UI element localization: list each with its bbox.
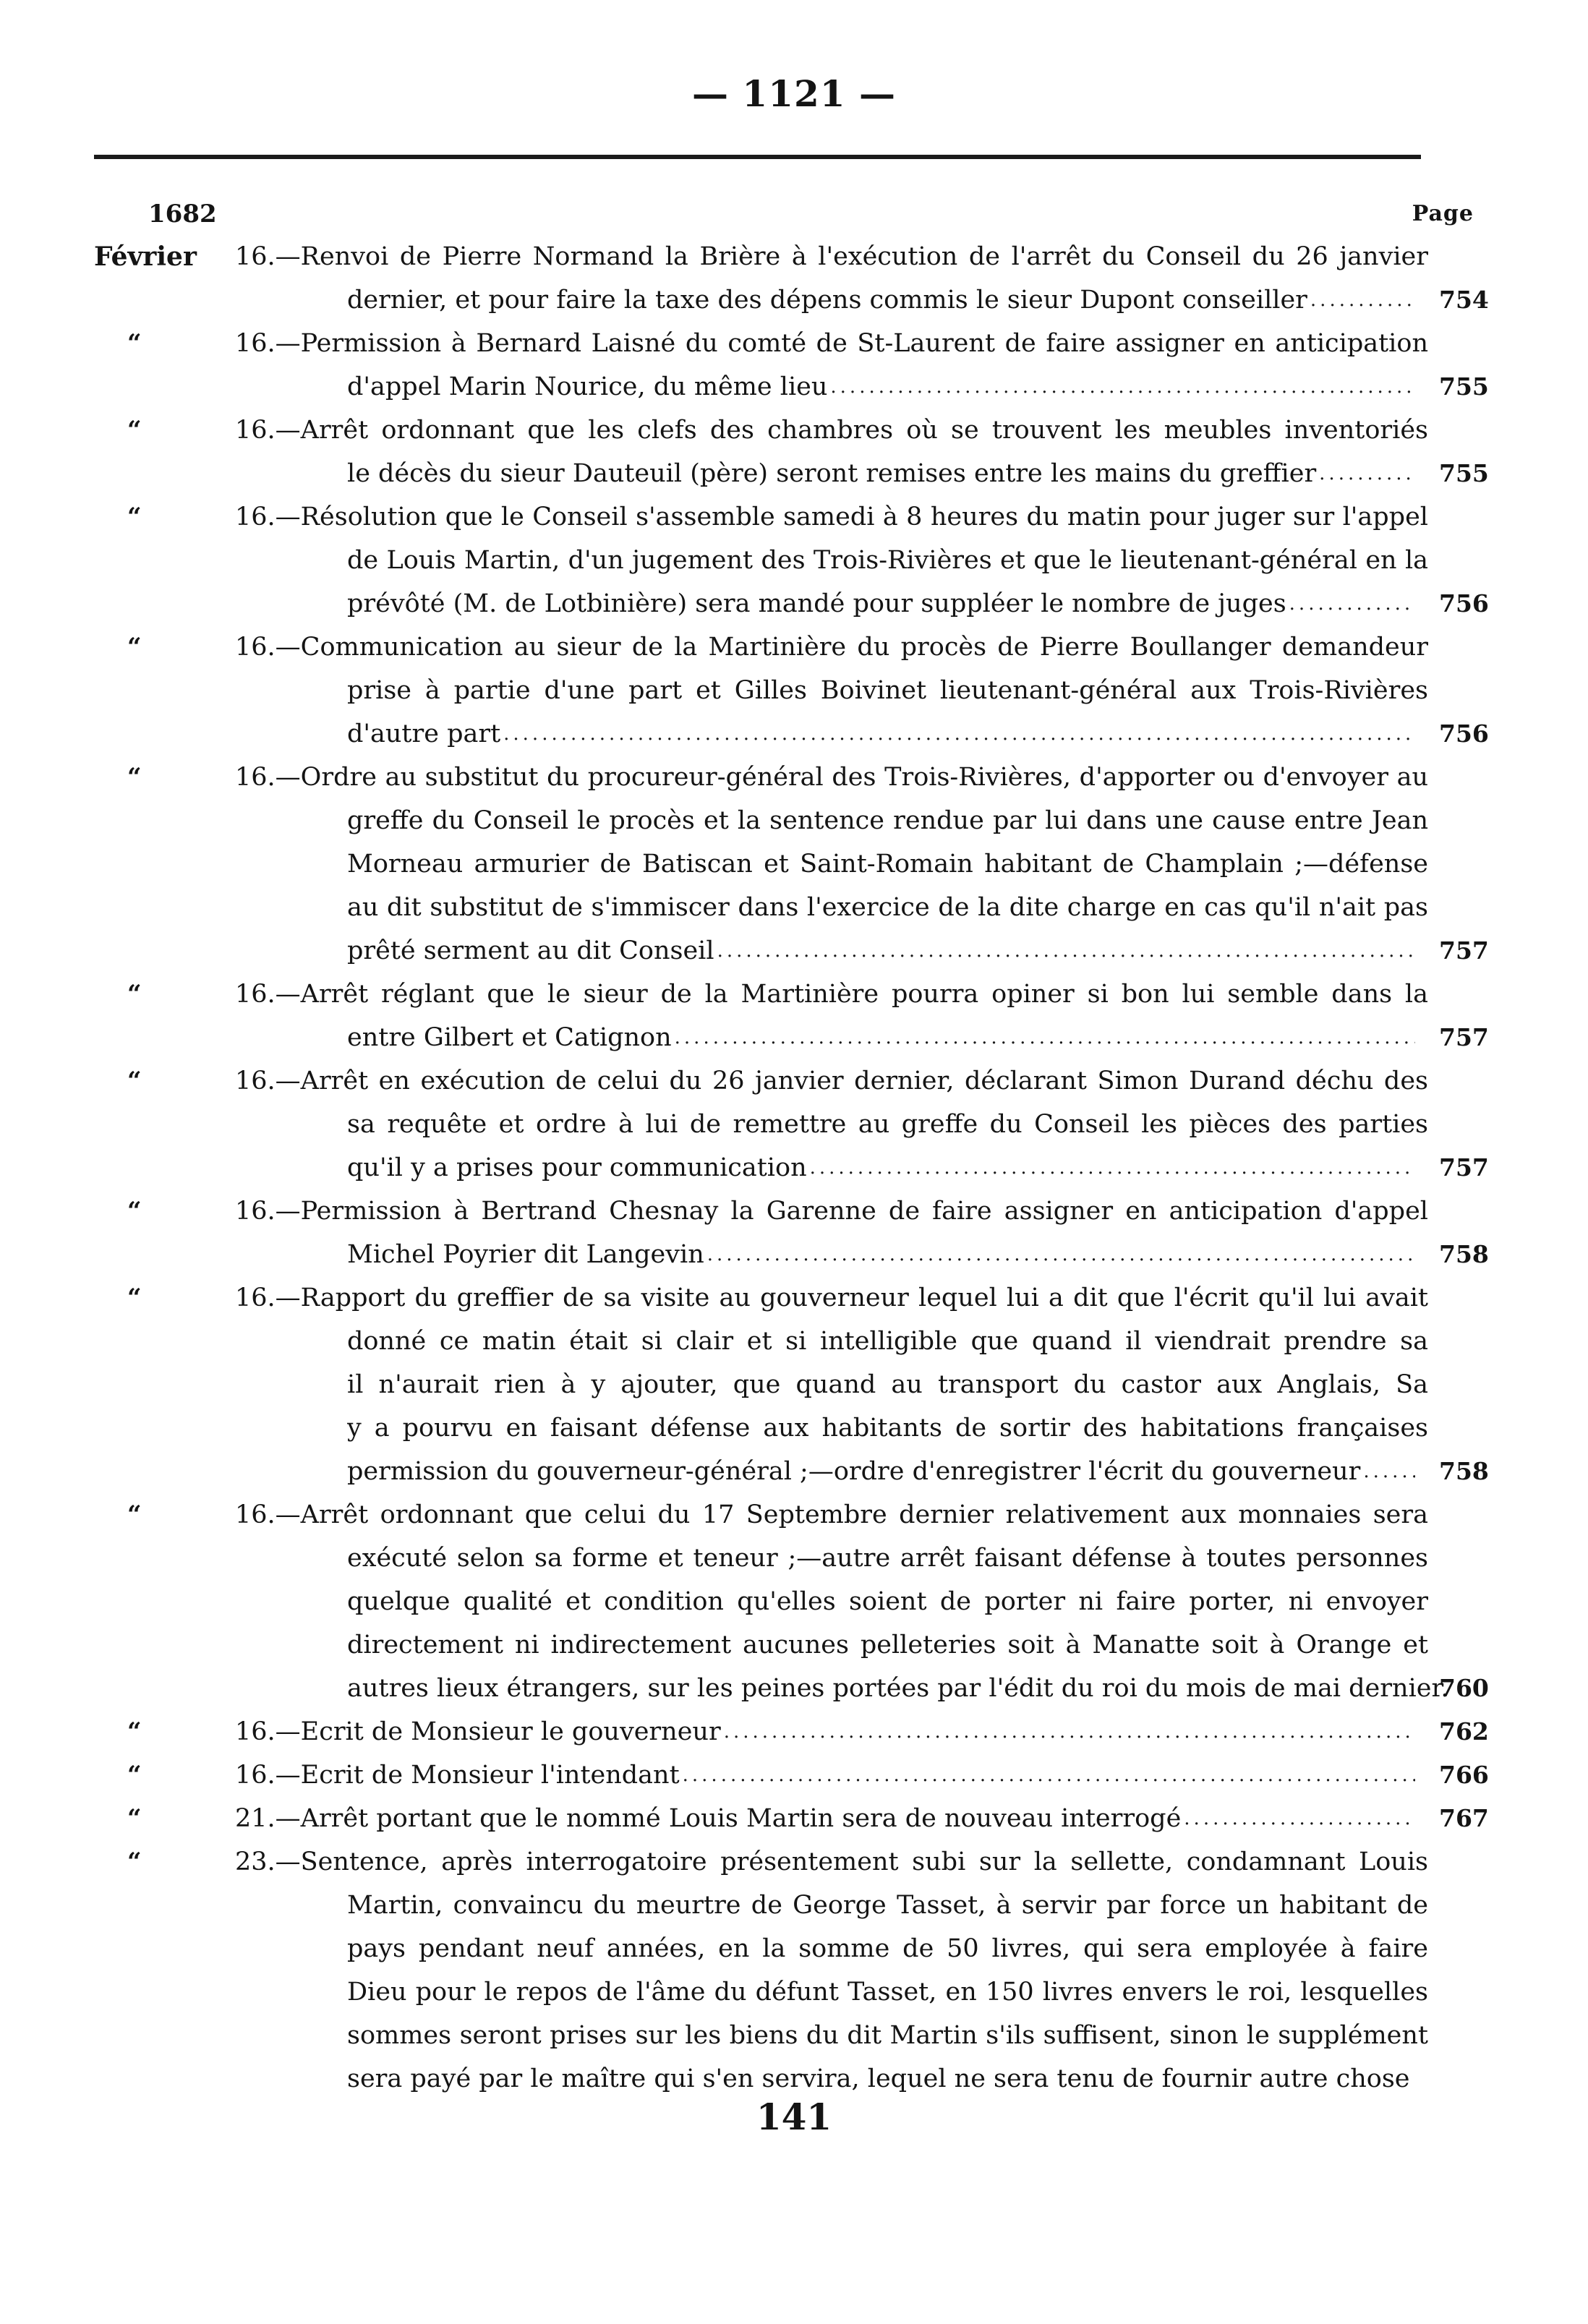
dot-leader — [1289, 582, 1415, 625]
entry-line — [347, 1016, 1428, 1059]
index-entry — [0, 1840, 1588, 2101]
entry-line — [347, 2014, 1428, 2057]
ditto-mark: “ — [127, 416, 142, 445]
index-entry — [0, 1276, 1588, 1493]
entry-line — [347, 929, 1428, 973]
entry-line — [347, 1363, 1428, 1406]
page-reference: 757 — [1439, 1023, 1489, 1051]
dot-leader — [724, 1710, 1415, 1753]
entry-line-text: d'appel Marin Nourice, du même lieu — [347, 372, 828, 401]
entry-line-text: autres lieux étrangers, sur les peines portées par l'édit du roi du mois de mai dernier. — [347, 1674, 1449, 1703]
ditto-mark: “ — [127, 503, 142, 531]
ditto-mark: “ — [127, 1804, 142, 1833]
index-entry — [0, 495, 1588, 625]
entry-line — [347, 2057, 1428, 2101]
ditto-mark: “ — [127, 1847, 142, 1876]
ditto-mark: “ — [127, 329, 142, 358]
entry-line — [235, 1710, 1428, 1753]
entry-line-text: il n'aurait rien à y ajouter, que quand au transport du castor aux Anglais, Sa — [347, 1370, 1428, 1399]
ditto-mark: “ — [127, 763, 142, 792]
page-reference: 756 — [1439, 589, 1489, 618]
index-entry — [0, 235, 1588, 322]
entry-line-text: 16.—Arrêt en exécution de celui du 26 janvier dernier, déclarant Simon Durand déchu des — [235, 1067, 1428, 1095]
entry-line — [235, 1797, 1428, 1840]
entry-text — [235, 1753, 1428, 1797]
entry-line-text: directement ni indirectement aucunes pelleteries soit à Manatte soit à Orange et — [347, 1631, 1428, 1659]
entry-line-text: prise à partie d'une part et Gilles Boivinet lieutenant-général aux Trois-Rivières — [347, 676, 1428, 705]
entry-line-text: 16.—Arrêt ordonnant que celui du 17 Septembre dernier relativement aux monnaies sera — [235, 1500, 1428, 1529]
ditto-mark: “ — [127, 1500, 142, 1529]
entry-text — [235, 409, 1428, 495]
entry-text — [235, 1493, 1449, 1710]
entry-line-text: y a pourvu en faisant défense aux habitants de sortir des habitations françaises — [347, 1414, 1428, 1443]
dot-leader — [830, 365, 1415, 409]
entry-line-text: pays pendant neuf années, en la somme de 50 livres, qui sera employée à faire — [347, 1934, 1428, 1963]
entry-line-text: 16.—Ordre au substitut du procureur-général des Trois-Rivières, d'apporter ou d'envoyer au — [235, 763, 1428, 792]
entry-line-text: sommes seront prises sur les biens du dit Martin s'ils suffisent, sinon le supplément — [347, 2021, 1428, 2050]
entry-line — [235, 1059, 1428, 1103]
entry-line-text: 16.—Communication au sieur de la Martinière du procès de Pierre Boullanger demandeur — [235, 633, 1428, 662]
entry-text — [235, 1059, 1428, 1189]
entry-line-text: Martin, convaincu du meurtre de George Tasset, à servir par force un habitant de — [347, 1891, 1428, 1920]
page-reference: 756 — [1439, 719, 1489, 748]
entry-line — [235, 1493, 1428, 1537]
entry-line — [347, 582, 1428, 625]
ditto-mark: “ — [127, 1717, 142, 1746]
entry-line — [347, 1580, 1428, 1623]
entry-text — [235, 1797, 1428, 1840]
page-reference: 758 — [1439, 1457, 1489, 1485]
page-reference: 754 — [1439, 286, 1489, 314]
dot-leader — [1184, 1797, 1415, 1840]
page-reference: 755 — [1439, 372, 1489, 401]
header-rule — [94, 155, 1421, 159]
entry-line-text: sera payé par le maître qui s'en servira, lequel ne sera tenu de fournir autre chose — [347, 2064, 1410, 2093]
page-column-label: Page — [1412, 201, 1474, 226]
ditto-mark: “ — [127, 633, 142, 662]
entry-line-text: exécuté selon sa forme et teneur ;—autre arrêt faisant défense à toutes personnes — [347, 1544, 1428, 1573]
entry-text — [235, 1276, 1428, 1493]
entry-line-text: au dit substitut de s'immiscer dans l'exercice de la dite charge en cas qu'il n'ait pas — [347, 893, 1428, 922]
page-reference: 755 — [1439, 459, 1489, 487]
entry-line-text: permission du gouverneur-général ;—ordre d'enregistrer l'écrit du gouverneur — [347, 1457, 1361, 1486]
entry-line — [347, 1406, 1428, 1450]
entry-line — [235, 625, 1428, 669]
index-entry — [0, 1753, 1588, 1797]
entry-text — [235, 1840, 1428, 2101]
entry-line — [347, 1233, 1428, 1276]
dot-leader — [683, 1753, 1415, 1797]
entry-line-text: le décès du sieur Dauteuil (père) seront remises entre les mains du greffier — [347, 459, 1317, 488]
dot-leader — [1363, 1450, 1415, 1493]
entry-text — [235, 1189, 1428, 1276]
entry-line — [347, 539, 1428, 582]
entry-line-text: 21.—Arrêt portant que le nommé Louis Martin sera de nouveau interrogé — [235, 1804, 1182, 1833]
entry-text — [235, 235, 1428, 322]
index-entry — [0, 1710, 1588, 1753]
entry-text — [235, 495, 1428, 625]
entry-line — [347, 278, 1428, 322]
entry-text — [235, 756, 1428, 973]
index-entry — [0, 1189, 1588, 1276]
entry-line — [235, 235, 1428, 278]
entry-line-text: quelque qualité et condition qu'elles soient de porter ni faire porter, ni envoyer — [347, 1587, 1428, 1616]
entry-line — [347, 842, 1428, 886]
entry-month: Février — [94, 242, 197, 272]
entry-line — [347, 1146, 1428, 1189]
entry-line-text: dernier, et pour faire la taxe des dépens commis le sieur Dupont conseiller — [347, 286, 1307, 315]
entry-line-text: Morneau armurier de Batiscan et Saint-Romain habitant de Champlain ;—défense — [347, 850, 1428, 879]
entry-line — [347, 1970, 1428, 2014]
ditto-mark: “ — [127, 1067, 142, 1095]
entry-line-text: 16.—Résolution que le Conseil s'assemble samedi à 8 heures du matin pour juger sur l'appel — [235, 503, 1428, 531]
entry-line-text: 23.—Sentence, après interrogatoire présentement subi sur la sellette, condamnant Louis — [235, 1847, 1428, 1876]
page-reference: 767 — [1439, 1804, 1489, 1832]
entry-line-text: 16.—Permission à Bertrand Chesnay la Garenne de faire assigner en anticipation d'appel — [235, 1197, 1428, 1226]
entry-line — [347, 1450, 1428, 1493]
entry-line-text: Michel Poyrier dit Langevin — [347, 1240, 704, 1269]
entry-line-text: 16.—Arrêt réglant que le sieur de la Martinière pourra opiner si bon lui semble dans la — [235, 980, 1428, 1009]
entry-line — [347, 1927, 1428, 1970]
entry-line — [347, 1884, 1428, 1927]
entry-line — [347, 669, 1428, 712]
index-entry — [0, 756, 1588, 973]
index-entry — [0, 409, 1588, 495]
entry-line — [347, 1320, 1428, 1363]
entry-line — [235, 1276, 1428, 1320]
entry-line-text: greffe du Conseil le procès et la sentence rendue par lui dans une cause entre Jean — [347, 806, 1428, 835]
dot-leader — [675, 1016, 1415, 1059]
signature-mark: 141 — [756, 2096, 832, 2138]
entry-line — [347, 1667, 1449, 1710]
ditto-mark: “ — [127, 1283, 142, 1312]
page-reference: 757 — [1439, 1153, 1489, 1182]
entry-line — [235, 495, 1428, 539]
index-entry — [0, 625, 1588, 756]
index-entry — [0, 973, 1588, 1059]
entry-line — [235, 973, 1428, 1016]
entry-text — [235, 322, 1428, 409]
dot-leader — [707, 1233, 1415, 1276]
entry-line-text: 16.—Ecrit de Monsieur le gouverneur — [235, 1717, 721, 1746]
entry-line — [235, 1753, 1428, 1797]
entry-line-text: sa requête et ordre à lui de remettre au greffe du Conseil les pièces des parties — [347, 1110, 1428, 1139]
entry-line-text: 16.—Renvoi de Pierre Normand la Brière à l'exécution de l'arrêt du Conseil du 26 janvier — [235, 242, 1428, 271]
entry-line-text: de Louis Martin, d'un jugement des Trois-Rivières et que le lieutenant-général en la — [347, 546, 1428, 575]
entry-line-text: qu'il y a prises pour communication — [347, 1153, 807, 1182]
entry-line-text: Dieu pour le repos de l'âme du défunt Tasset, en 150 livres envers le roi, lesquelles — [347, 1978, 1428, 2007]
entry-text — [235, 625, 1428, 756]
entry-line — [347, 1103, 1428, 1146]
ditto-mark: “ — [127, 1761, 142, 1790]
entry-line-text: 16.—Permission à Bernard Laisné du comté de St-Laurent de faire assigner en anticipation — [235, 329, 1428, 358]
entry-line-text: prêté serment au dit Conseil — [347, 936, 714, 965]
entry-line — [347, 1623, 1428, 1667]
dot-leader — [1319, 452, 1415, 495]
entry-line — [235, 409, 1428, 452]
dot-leader — [717, 929, 1415, 973]
index-entry — [0, 1059, 1588, 1189]
index-entry — [0, 1493, 1588, 1710]
entry-line-text: 16.—Rapport du greffier de sa visite au gouverneur lequel lui a dit que l'écrit qu'il lui avait — [235, 1283, 1428, 1312]
index-entry — [0, 322, 1588, 409]
entry-line — [347, 712, 1428, 756]
page-reference: 758 — [1439, 1240, 1489, 1268]
entry-line-text: 16.—Ecrit de Monsieur l'intendant — [235, 1761, 680, 1790]
entry-line — [235, 756, 1428, 799]
entry-line — [347, 1537, 1428, 1580]
page-reference: 760 — [1439, 1674, 1489, 1702]
entry-line — [347, 452, 1428, 495]
ditto-mark: “ — [127, 980, 142, 1009]
year-label: 1682 — [148, 200, 217, 228]
entry-text — [235, 973, 1428, 1059]
entry-line — [235, 1840, 1428, 1884]
entry-line-text: donné ce matin était si clair et si intelligible que quand il viendrait prendre sa — [347, 1327, 1428, 1356]
dot-leader — [810, 1146, 1415, 1189]
entry-line — [235, 1189, 1428, 1233]
page-reference: 762 — [1439, 1717, 1489, 1746]
dot-leader — [1310, 278, 1415, 322]
entry-line-text: 16.—Arrêt ordonnant que les clefs des chambres où se trouvent les meubles inventoriés — [235, 416, 1428, 445]
entry-line-text: prévôté (M. de Lotbinière) sera mandé pour suppléer le nombre de juges — [347, 589, 1286, 618]
dot-leader — [503, 712, 1415, 756]
ditto-mark: “ — [127, 1197, 142, 1226]
entry-line — [347, 365, 1428, 409]
entry-line-text: d'autre part — [347, 719, 501, 748]
entry-text — [235, 1710, 1428, 1753]
entry-line — [347, 799, 1428, 842]
entry-line — [347, 886, 1428, 929]
page-reference: 757 — [1439, 936, 1489, 965]
index-entry — [0, 1797, 1588, 1840]
page-number: — 1121 — — [692, 72, 896, 115]
entry-line — [235, 322, 1428, 365]
page-reference: 766 — [1439, 1761, 1489, 1789]
entry-line-text: entre Gilbert et Catignon — [347, 1023, 672, 1052]
